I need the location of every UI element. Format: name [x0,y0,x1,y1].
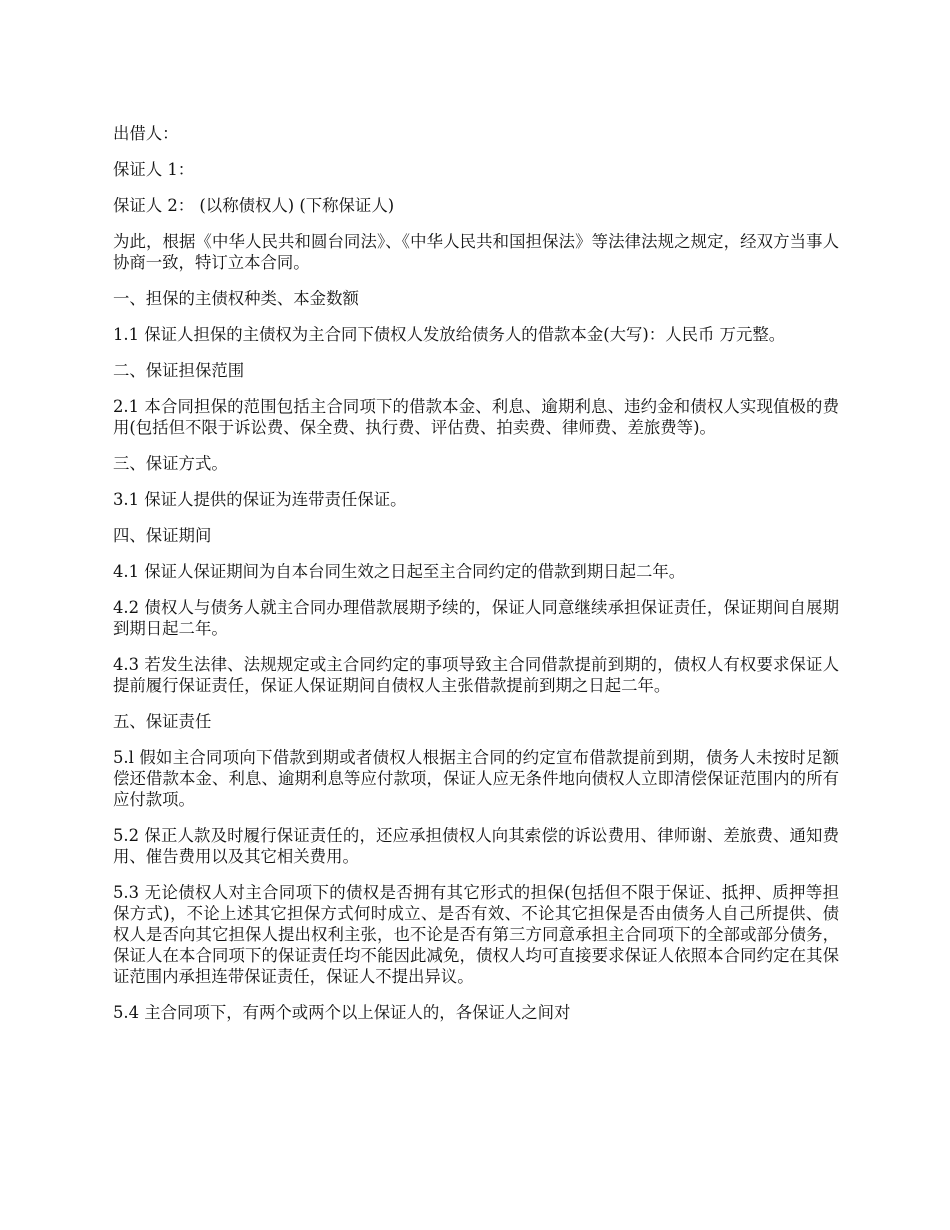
clause-5-4: 5.4 主合同项下，有两个或两个以上保证人的，各保证人之间对 [113,1003,571,1022]
guarantor-1-line: 保证人 1： [113,160,195,179]
section-4-heading: 四、保证期间 [113,526,212,545]
clause-5-3: 5.3 无论债权人对主合同项下的债权是否拥有其它形式的担保(包括但不限于保证、抵押、质押等担保方式)，不论上述其它担保方式何时成立、是否有效、不论其它担保是否由债务人自己所提供、债权人是否向其它担保人提出权利主张，也不论是否有第三方同意承担主合同项下的全部或部分债务，保证人在本合同项下的保证责任均不能因此减免，债权人均可直接要求保证人依照本合同约定在其保证范围内承担连带保证责任，保证人不提出异议。 [113,883,839,986]
document-body [113,123,839,1038]
clause-5-2: 5.2 保正人款及时履行保证责任的，还应承担债权人向其索偿的诉讼费用、律师谢、差旅费、通知费用、催告费用以及其它相关费用。 [113,826,839,866]
clause-5-1: 5.l 假如主合同项向下借款到期或者债权人根据主合同的约定宣布借款提前到期，债务人未按时足额偿还借款本金、利息、逾期利息等应付款项，保证人应无条件地向债权人立即清偿保证范围内的所有应付款项。 [113,748,839,809]
clause-4-1: 4.1 保证人保证期间为自本台同生效之日起至主合同约定的借款到期日起二年。 [113,562,686,581]
section-5-heading: 五、保证责任 [113,712,212,731]
clause-3-1: 3.1 保证人提供的保证为连带责任保证。 [113,490,407,509]
clause-1-1: 1.1 保证人担保的主债权为主合同下债权人发放给债务人的借款本金(大写)：人民币 万元整。 [113,325,786,344]
clause-4-2: 4.2 债权人与债务人就主合同办理借款展期予续的，保证人同意继续承担保证责任，保证期间自展期到期日起二年。 [113,598,839,638]
lender-line: 出借人： [113,124,179,143]
section-3-heading: 三、保证方式。 [113,454,228,473]
clause-4-3: 4.3 若发生法律、法规规定或主合同约定的事项导致主合同借款提前到期的，债权人有权要求保证人提前履行保证责任，保证人保证期间自债权人主张借款提前到期之日起二年。 [113,655,839,695]
preamble-paragraph: 为此，根据《中华人民共和圆台同法》、《中华人民共和国担保法》等法律法规之规定，经双方当事人协商一致，特订立本合同。 [113,232,839,272]
section-1-heading: 一、担保的主债权种类、本金数额 [113,289,359,308]
section-2-heading: 二、保证担保范围 [113,361,245,380]
clause-2-1: 2.1 本合同担保的范围包括主合同项下的借款本金、利息、逾期利息、违约金和债权人实现值极的费用(包括但不限于诉讼费、保全费、执行费、评估费、拍卖费、律师费、差旅费等)。 [113,397,839,437]
guarantor-2-line: 保证人 2： (以称债权人) (下称保证人) [113,196,395,215]
